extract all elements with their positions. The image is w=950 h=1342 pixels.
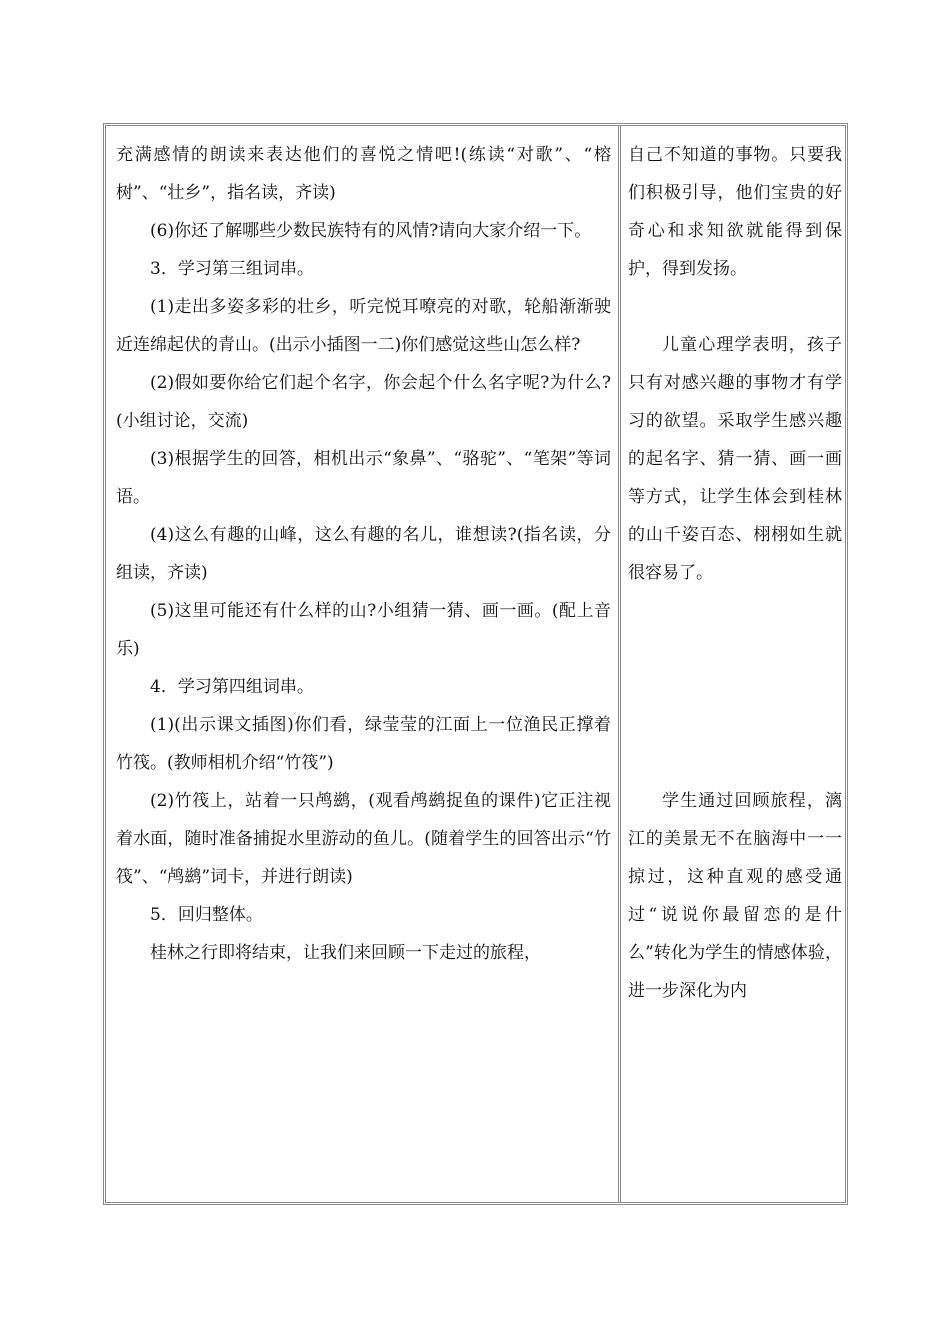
left-paragraph-1: 充满感情的朗读来表达他们的喜悦之情吧!(练读“对歌”、“榕树”、“壮乡”，指名读，齐读): [116, 145, 611, 203]
right-paragraph-3: 学生通过回顾旅程，漓江的美景无不在脑海中一一掠过，这种直观的感受通过“说说你最留恋的是什么”转化为学生的情感体验，进一步深化为内: [628, 791, 842, 1001]
left-paragraph-9: 4．学习第四组词串。: [150, 677, 314, 697]
column-divider: [618, 126, 621, 1202]
design-intent-column: [626, 126, 844, 1202]
left-paragraph-8: (5)这里可能还有什么样的山?小组猜一猜、画一画。(配上音乐): [116, 601, 611, 659]
lesson-plan-table: [103, 123, 848, 1205]
left-paragraph-3: 3．学习第三组词串。: [150, 259, 314, 279]
left-paragraph-12: 5．回归整体。: [150, 905, 263, 925]
left-paragraph-10: (1)(出示课文插图)你们看，绿莹莹的江面上一位渔民正撑着竹筏。(教师相机介绍“竹筏”): [116, 715, 611, 773]
left-paragraph-5: (2)假如要你给它们起个名字，你会起个什么名字呢?为什么?(小组讨论，交流): [116, 373, 611, 431]
right-paragraph-1: 自己不知道的事物。只要我们积极引导，他们宝贵的好奇心和求知欲就能得到保护，得到发扬。: [628, 145, 842, 279]
left-paragraph-7: (4)这么有趣的山峰，这么有趣的名儿，谁想读?(指名读，分组读，齐读): [116, 525, 611, 583]
left-paragraph-6: (3)根据学生的回答，相机出示“象鼻”、“骆驼”、“笔架”等词语。: [116, 449, 611, 507]
left-paragraph-4: (1)走出多姿多彩的壮乡，听完悦耳嘹亮的对歌，轮船渐渐驶近连绵起伏的青山。(出示小插图一二)你们感觉这些山怎么样?: [116, 297, 611, 355]
right-paragraph-2: 儿童心理学表明，孩子只有对感兴趣的事物才有学习的欲望。采取学生感兴趣的起名字、猜一猜、画一画等方式，让学生体会到桂林的山千姿百态、栩栩如生就很容易了。: [628, 335, 842, 583]
left-paragraph-2: (6)你还了解哪些少数民族特有的风情?请向大家介绍一下。: [150, 221, 592, 241]
left-paragraph-13: 桂林之行即将结束，让我们来回顾一下走过的旅程，: [150, 943, 541, 963]
left-paragraph-11: (2)竹筏上，站着一只鸬鹚，(观看鸬鹚捉鱼的课件)它正注视着水面，随时准备捕捉水里游动的鱼儿。(随着学生的回答出示“竹筏”、“鸬鹚”词卡，并进行朗读): [116, 791, 611, 887]
teaching-process-column: [110, 126, 615, 1202]
